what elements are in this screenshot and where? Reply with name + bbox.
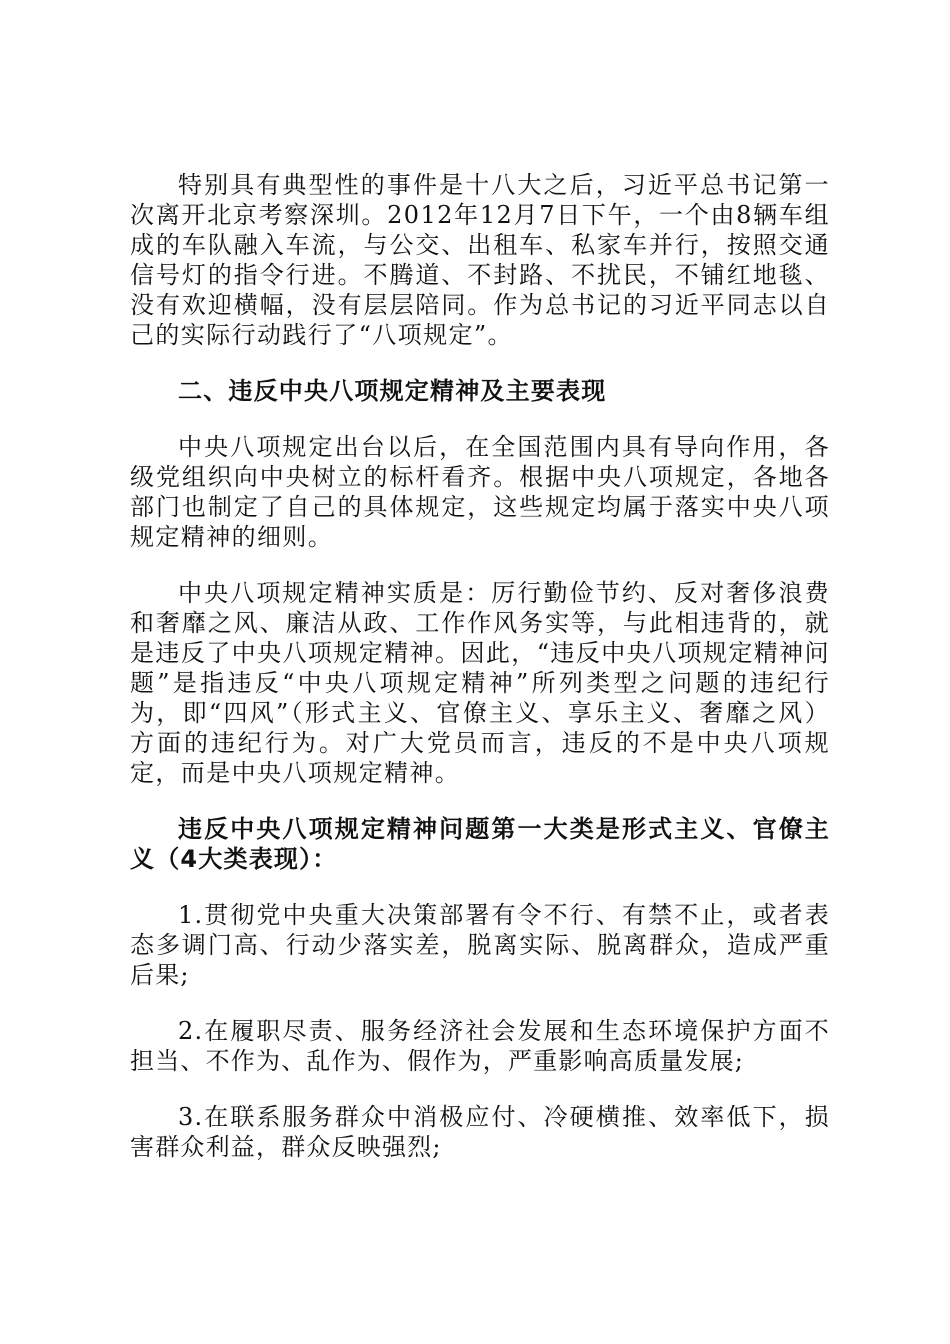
document-body: [130, 170, 830, 1188]
subheading-formalism-bureaucratism: 违反中央八项规定精神问题第一大类是形式主义、官僚主义（4大类表现）：: [130, 815, 830, 873]
section-heading-violations: 二、违反中央八项规定精神及主要表现: [178, 377, 607, 405]
paragraph-shenzhen-inspection: 特别具有典型性的事件是十八大之后，习近平总书记第一次离开北京考察深圳。2012年12月7日下午，一个由8辆车组成的车队融入车流，与公交、出租车、私家车并行，按照交通信号灯的指令行进。不腾道、不封路、不扰民，不铺红地毯、没有欢迎横幅，没有层层陪同。作为总书记的习近平同志以自己的实际行动践行了“八项规定”。: [130, 171, 830, 349]
paragraph-spirit-essence: 中央八项规定精神实质是：厉行勤俭节约、反对奢侈浪费和奢靡之风、廉洁从政、工作作风务实等，与此相违背的，就是违反了中央八项规定精神。因此，“违反中央八项规定精神问题”是指违反“中央八项规定精神”所列类型之问题的违纪行为，即“四风”（形式主义、官僚主义、享乐主义、奢靡之风）方面的违纪行为。对广大党员而言，违反的不是中央八项规定，而是中央八项规定精神。: [130, 579, 830, 787]
list-item-1: 1.贯彻党中央重大决策部署有令不行、有禁不止，或者表态多调门高、行动少落实差，脱离实际、脱离群众，造成严重后果;: [130, 901, 830, 989]
paragraph-guiding-role: 中央八项规定出台以后，在全国范围内具有导向作用，各级党组织向中央树立的标杆看齐。根据中央八项规定，各地各部门也制定了自己的具体规定，这些规定均属于落实中央八项规定精神的细则。: [130, 433, 830, 551]
list-item-3: 3.在联系服务群众中消极应付、冷硬横推、效率低下，损害群众利益，群众反映强烈;: [130, 1103, 830, 1161]
list-item-2: 2.在履职尽责、服务经济社会发展和生态环境保护方面不担当、不作为、乱作为、假作为，严重影响高质量发展;: [130, 1017, 830, 1075]
